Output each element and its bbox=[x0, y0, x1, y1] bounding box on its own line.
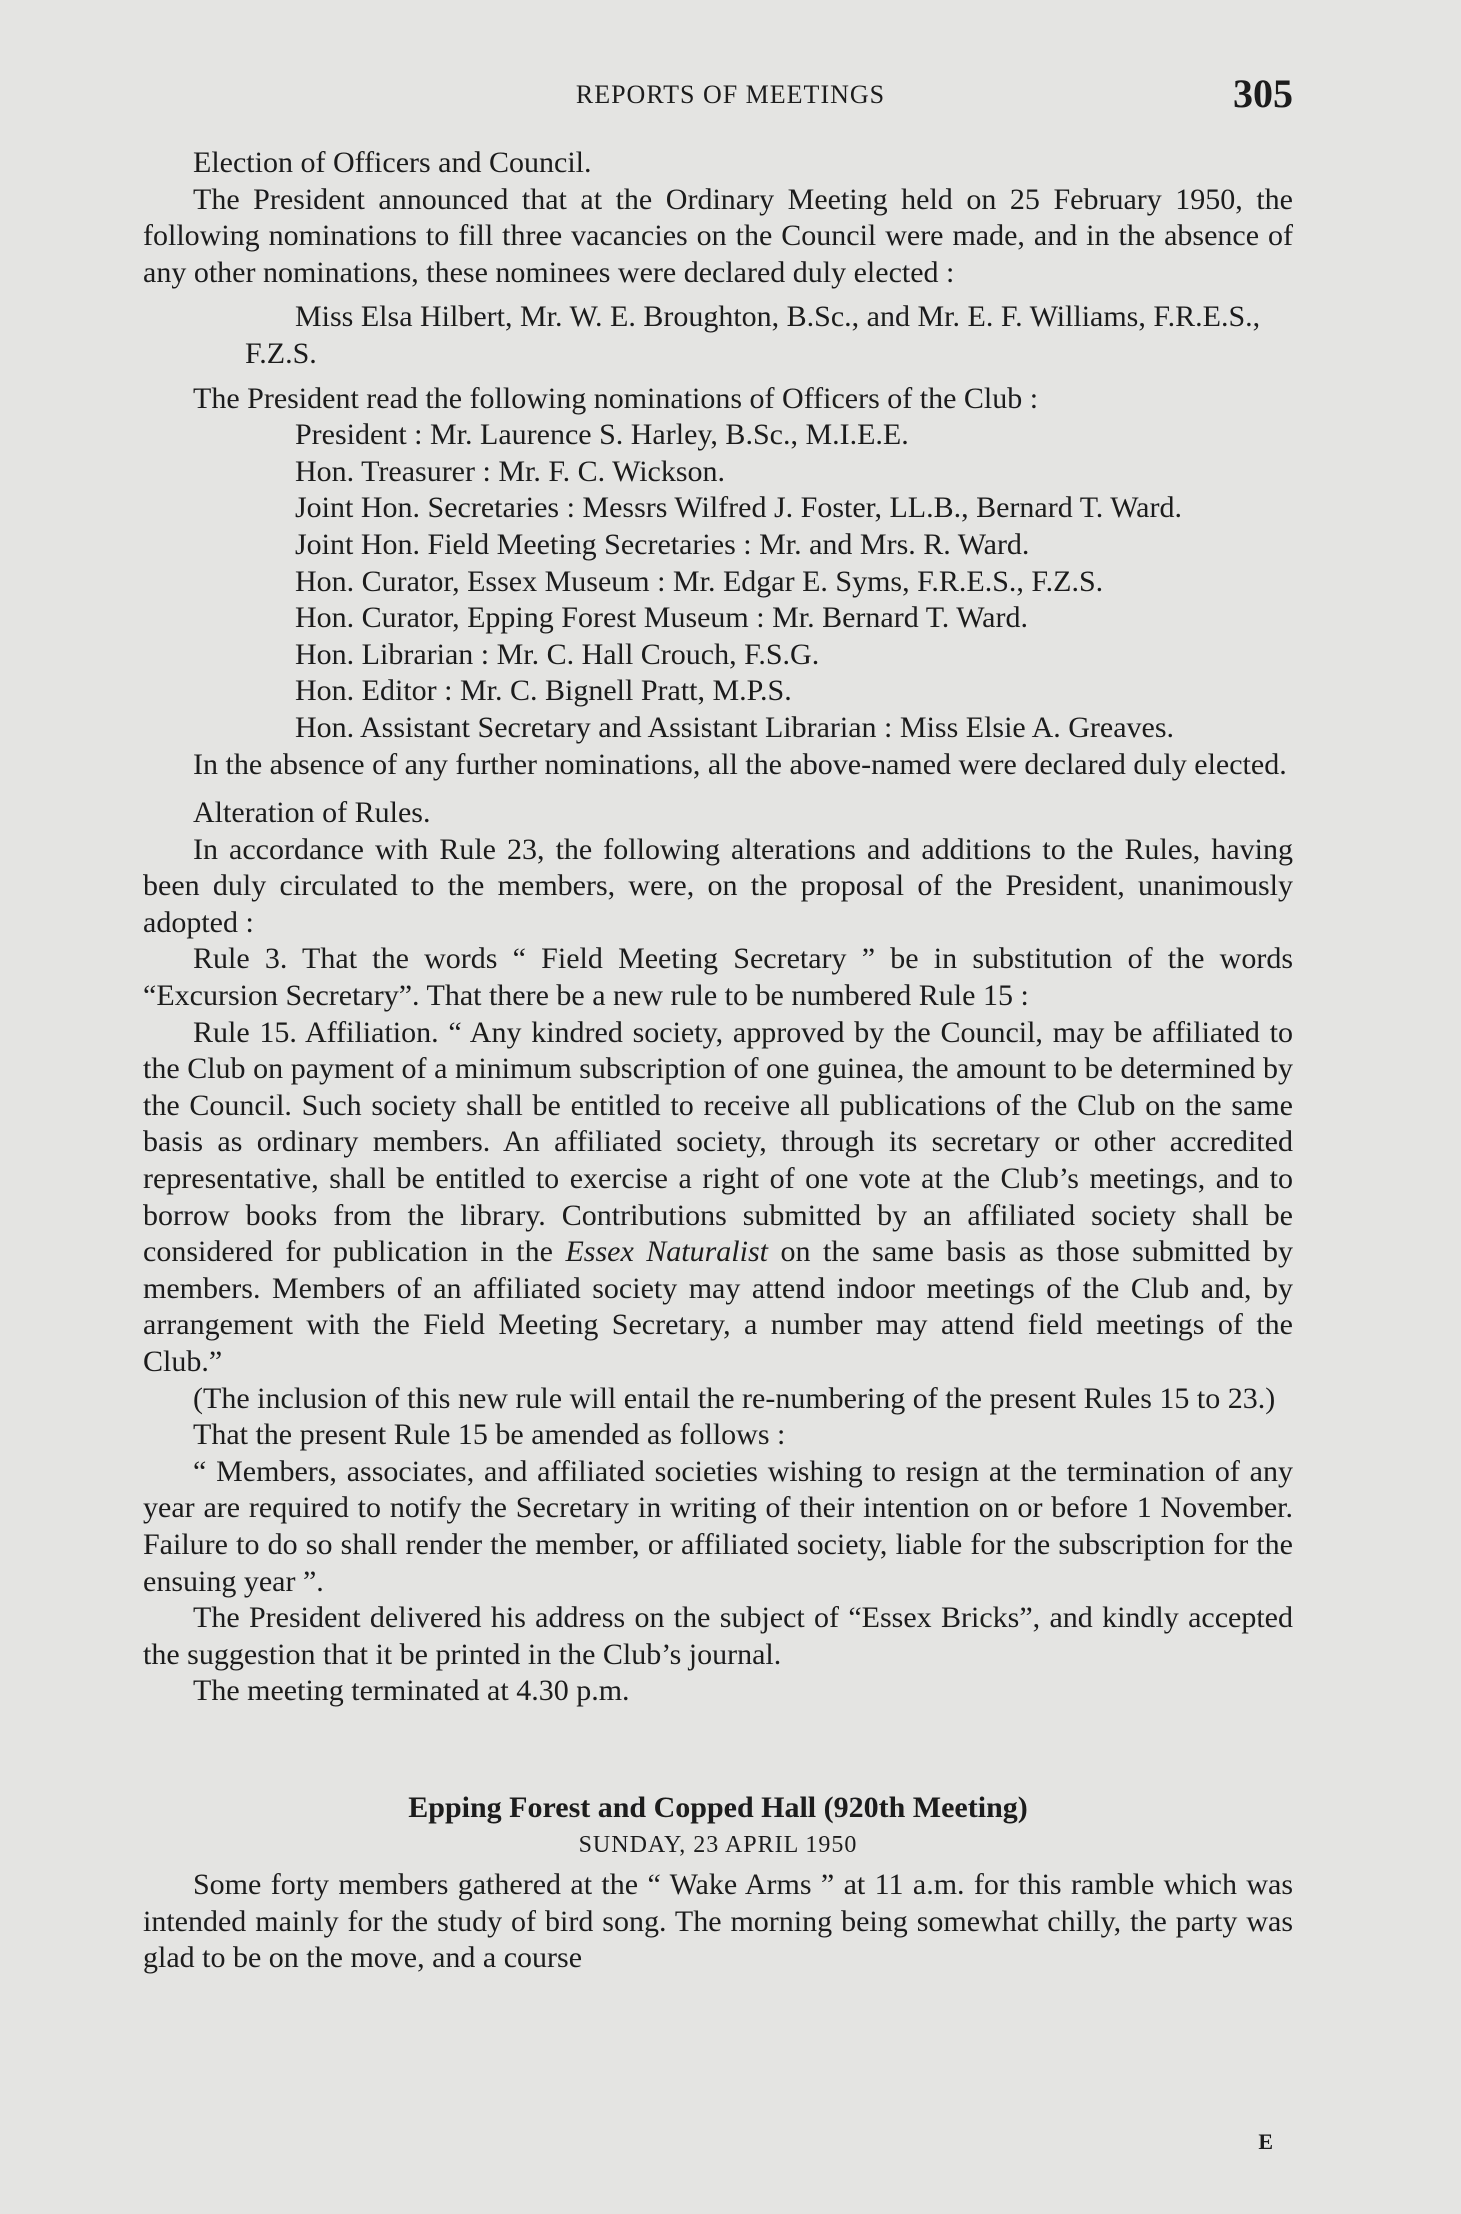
page-number: 305 bbox=[1233, 71, 1293, 116]
meeting-heading: Epping Forest and Copped Hall (920th Meeting) bbox=[408, 1790, 1028, 1824]
page-header bbox=[0, 71, 1461, 124]
meeting-paragraph: Some forty members gathered at the “ Wake Arms ” at 11 a.m. for this ramble which was intended mainly for the study of bird song. The morning being somewhat chilly, the party was glad to be on the move, and a course bbox=[143, 1868, 1293, 1975]
address-paragraph: The President delivered his address on the subject of “Essex Bricks”, and kindly accepted the suggestion that it be printed in the Club’s journal. bbox=[143, 1601, 1293, 1671]
officer-entry: Hon. Treasurer : Mr. F. C. Wickson. bbox=[295, 454, 726, 488]
officers-intro: The President read the following nominations of Officers of the Club : bbox=[193, 381, 1039, 415]
rule-15-text-b: on the same basis as those submitted by members. Members of an affiliated society may attend indoor meetings of the Club and, by arrangement with the Field Meeting Secretary, a number may attend field meetings of the Club.” bbox=[143, 1235, 1294, 1378]
renumber-note: (The inclusion of this new rule will entail the re-numbering of the present Rules 15 to 23.) bbox=[193, 1381, 1276, 1415]
officers-list bbox=[143, 417, 1293, 746]
election-heading: Election of Officers and Council. bbox=[193, 146, 592, 179]
rules-heading: Alteration of Rules. bbox=[193, 796, 431, 830]
amend-text: “ Members, associates, and affiliated societies wishing to resign at the termination of any year are required to notify the Secretary in writing of their intention on or before 1 November. Failure to do so shall render the member, or affiliated society, liable for the subscription for the ensuing year ”. bbox=[143, 1454, 1293, 1598]
officer-entry: President : Mr. Laurence S. Harley, B.Sc., M.I.E.E. bbox=[295, 418, 909, 452]
officer-entry: Hon. Curator, Essex Museum : Mr. Edgar E. Syms, F.R.E.S., F.Z.S. bbox=[295, 564, 1104, 598]
officer-entry: Joint Hon. Field Meeting Secretaries : Mr. and Mrs. R. Ward. bbox=[295, 527, 1030, 561]
elected-paragraph: In the absence of any further nominations, all the above-named were declared duly elected. bbox=[193, 747, 1287, 781]
meeting-date: SUNDAY, 23 APRIL 1950 bbox=[578, 1831, 858, 1858]
nominees-list bbox=[143, 299, 1293, 372]
terminated-paragraph: The meeting terminated at 4.30 p.m. bbox=[193, 1674, 630, 1708]
rule-15-text-a: Rule 15. Affiliation. “ Any kindred society, approved by the Council, may be affiliated to the Club on payment of a minimum subscription of one guinea, the amount to be determined by the Council. Such society shall be entitled to receive all publications of the Club on the same basis as ordinary members. An affiliated society, through its secretary or other accredited representative, shall be entitled to exercise a right of one vote at the Club’s meetings, and to borrow books from the library. Contributions submitted by an affiliated society shall be considered for publication in the bbox=[143, 1015, 1293, 1269]
officer-entry: Hon. Editor : Mr. C. Bignell Pratt, M.P.S. bbox=[295, 674, 792, 708]
officer-entry: Hon. Assistant Secretary and Assistant Librarian : Miss Elsie A. Greaves. bbox=[295, 710, 1175, 744]
nominees: Miss Elsa Hilbert, Mr. W. E. Broughton, B.Sc., and Mr. E. F. Williams, F.R.E.S., F.Z.S. bbox=[245, 300, 1261, 370]
amend-intro: That the present Rule 15 be amended as follows : bbox=[193, 1418, 786, 1452]
running-title: REPORTS OF MEETINGS bbox=[575, 80, 886, 109]
journal-title: Essex Naturalist bbox=[565, 1235, 768, 1269]
officer-entry: Joint Hon. Secretaries : Messrs Wilfred J. Foster, LL.B., Bernard T. Ward. bbox=[295, 491, 1182, 525]
body-text bbox=[143, 145, 1293, 1977]
officer-entry: Hon. Librarian : Mr. C. Hall Crouch, F.S.G. bbox=[295, 637, 820, 671]
rule-3: Rule 3. That the words “ Field Meeting Secretary ” be in substitution of the words “Excursion Secretary”. That there be a new rule to be numbered Rule 15 : bbox=[143, 942, 1293, 1013]
officer-entry: Hon. Curator, Epping Forest Museum : Mr. Bernard T. Ward. bbox=[295, 601, 1028, 635]
rules-intro: In accordance with Rule 23, the following alterations and additions to the Rules, having been duly circulated to the members, were, on the proposal of the President, unanimously adopted : bbox=[143, 832, 1293, 939]
rule-15 bbox=[143, 1015, 1293, 1381]
election-paragraph: The President announced that at the Ordinary Meeting held on 25 February 1950, the following nominations to fill three vacancies on the Council were made, and in the absence of any other nominations, these nominees were declared duly elected : bbox=[143, 182, 1293, 289]
signature-mark: E bbox=[1258, 2129, 1273, 2154]
